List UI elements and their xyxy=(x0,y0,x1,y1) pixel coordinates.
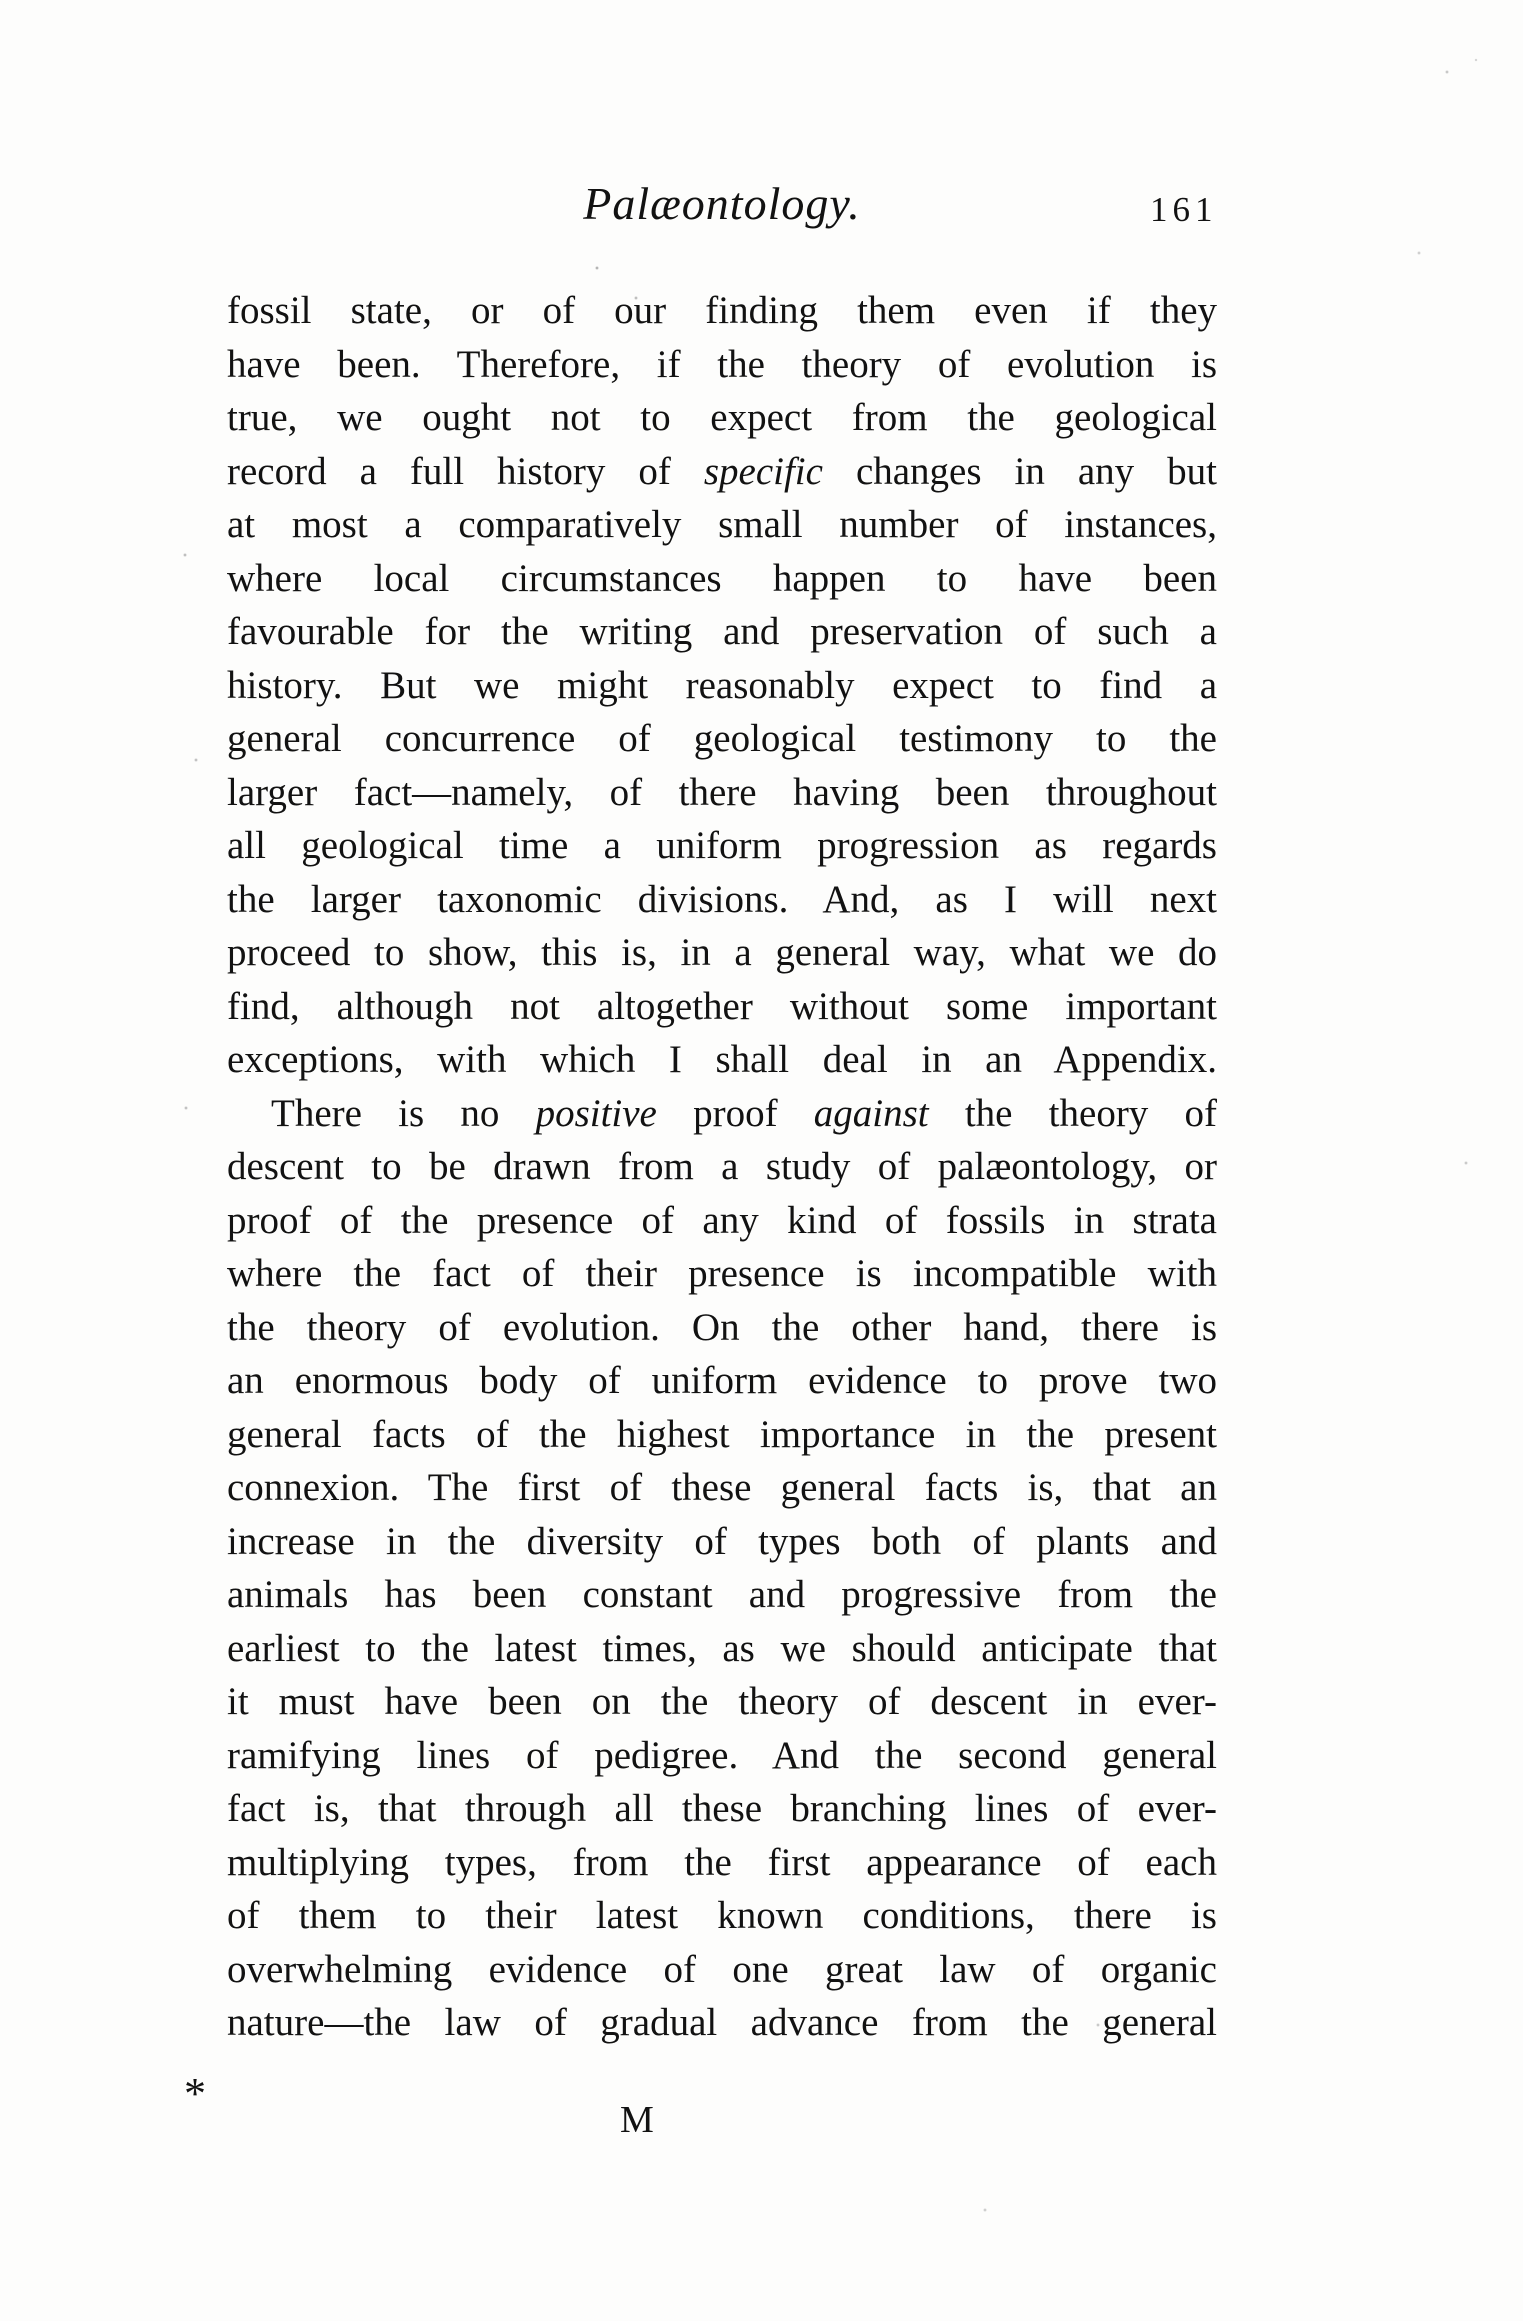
text-line: an enormous body of uniform evidence to prove two xyxy=(227,1359,1217,1402)
text-line: exceptions, with which I shall deal in an Appendix. xyxy=(227,1038,1217,1081)
text-line: proof of the presence of any kind of fossils in strata xyxy=(227,1198,1217,1242)
text-line: all geological time a uniform progression as regards xyxy=(227,824,1217,867)
text-line: where local circumstances happen to have been xyxy=(227,556,1217,600)
text-line: connexion. The first of these general facts is, that an xyxy=(227,1466,1217,1509)
text-line: find, although not altogether without some important xyxy=(227,984,1217,1028)
text-line: There is no positive proof against the theory of xyxy=(271,1091,1217,1135)
text-line: at most a comparatively small number of instances, xyxy=(227,503,1217,546)
text-line: of them to their latest known conditions, there is xyxy=(227,1894,1217,1937)
text-line: nature—the law of gradual advance from the general xyxy=(227,2001,1217,2044)
text-line: multiplying types, from the first appearance of each xyxy=(227,1840,1217,1884)
text-line: descent to be drawn from a study of palæontology, or xyxy=(227,1145,1217,1188)
text-line: the larger taxonomic divisions. And, as I will next xyxy=(227,877,1217,921)
page-number: 161 xyxy=(1150,190,1218,229)
running-head-title: Palæontology. xyxy=(583,178,861,229)
text-line: true, we ought not to expect from the geological xyxy=(227,396,1217,439)
text-line: proceed to show, this is, in a general way, what we do xyxy=(227,931,1217,974)
text-line: the theory of evolution. On the other hand, there is xyxy=(227,1305,1217,1349)
page-body-text xyxy=(227,284,1217,2050)
text-line: ramifying lines of pedigree. And the second general xyxy=(227,1733,1217,1777)
text-line: earliest to the latest times, as we should anticipate that xyxy=(227,1626,1217,1670)
text-line: increase in the diversity of types both of plants and xyxy=(227,1519,1217,1563)
text-line: animals has been constant and progressive from the xyxy=(227,1573,1217,1616)
text-line: it must have been on the theory of descent in ever- xyxy=(227,1680,1217,1723)
text-line: general facts of the highest importance in the present xyxy=(227,1412,1217,1456)
text-line: general concurrence of geological testimony to the xyxy=(227,717,1217,760)
text-line: history. But we might reasonably expect to find a xyxy=(227,663,1217,707)
footnote-asterisk-mark: * xyxy=(184,2069,206,2118)
text-line: have been. Therefore, if the theory of evolution is xyxy=(227,342,1217,386)
text-line: record a full history of specific changes in any but xyxy=(227,449,1217,493)
text-line: overwhelming evidence of one great law of organic xyxy=(227,1947,1217,1991)
text-line: fact is, that through all these branching lines of ever- xyxy=(227,1787,1217,1830)
printer-signature-mark: M xyxy=(620,2099,654,2141)
text-line: favourable for the writing and preservation of such a xyxy=(227,610,1217,653)
text-line: where the fact of their presence is incompatible with xyxy=(227,1252,1217,1295)
text-line: larger fact—namely, of there having been throughout xyxy=(227,770,1217,814)
text-line: fossil state, or of our finding them even if they xyxy=(227,289,1217,332)
